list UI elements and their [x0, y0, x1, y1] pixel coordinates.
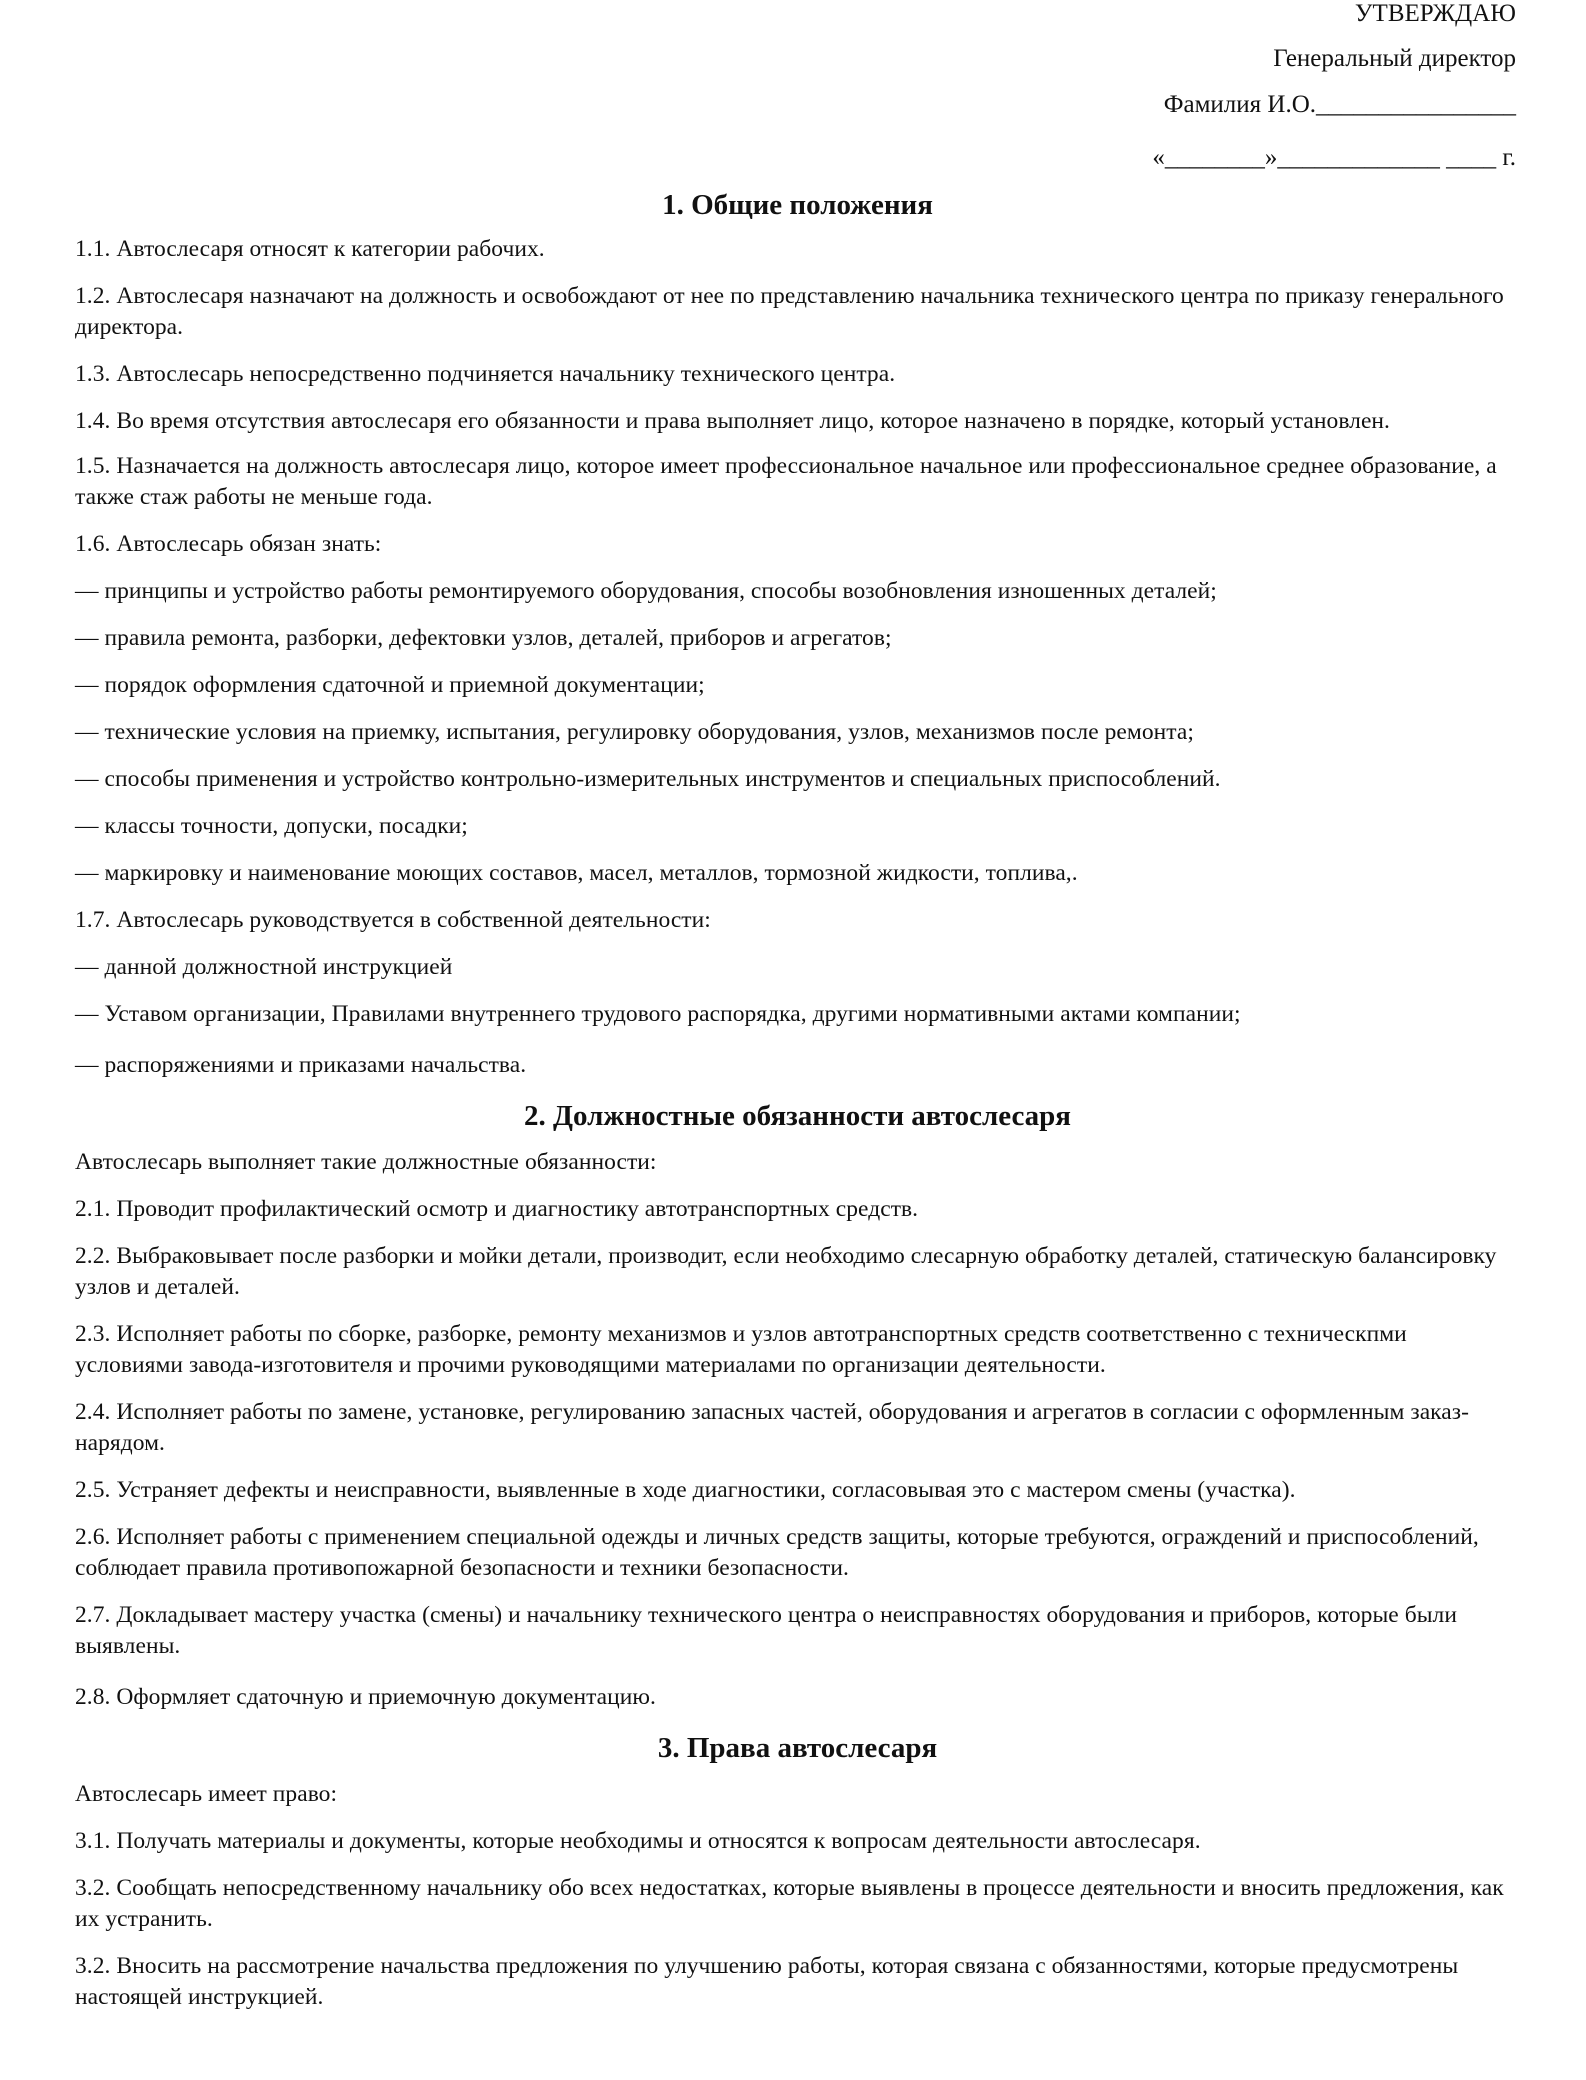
list-item: — данной должностной инструкцией: [75, 954, 453, 980]
paragraph: 1.2. Автослесаря назначают на должность и освобождают от нее по представлению начальника технического центра по приказу генерального директора.: [75, 283, 1504, 340]
approval-name-line: Фамилия И.О.________________: [1163, 91, 1516, 118]
paragraph: 3.1. Получать материалы и документы, которые необходимы и относятся к вопросам деятельности автослесаря.: [75, 1828, 1201, 1854]
document-body: [75, 188, 1520, 2013]
paragraph: 1.6. Автослесарь обязан знать:: [75, 531, 382, 557]
paragraph: 2.1. Проводит профилактический осмотр и диагностику автотранспортных средств.: [75, 1196, 919, 1222]
paragraph: 3.2. Сообщать непосредственному начальнику обо всех недостатках, которые выявлены в процессе деятельности и вносить предложения, как их устранить.: [75, 1875, 1504, 1932]
paragraph: Автослесарь имеет право:: [75, 1781, 338, 1807]
list-item: — порядок оформления сдаточной и приемной документации;: [75, 672, 705, 698]
list-item: — технические условия на приемку, испытания, регулировку оборудования, узлов, механизмов после ремонта;: [75, 719, 1194, 745]
list-item: — принципы и устройство работы ремонтируемого оборудования, способы возобновления изношенных деталей;: [75, 578, 1217, 604]
paragraph: 1.4. Во время отсутствия автослесаря его обязанности и права выполняет лицо, которое назначено в порядке, который установлен.: [75, 408, 1390, 434]
paragraph: 1.5. Назначается на должность автослесаря лицо, которое имеет профессиональное начальное или профессиональное среднее образование, а также стаж работы не меньше года.: [75, 453, 1497, 510]
approval-heading: УТВЕРЖДАЮ: [1354, 0, 1516, 27]
paragraph: Автослесарь выполняет такие должностные обязанности:: [75, 1149, 657, 1175]
paragraph: 2.3. Исполняет работы по сборке, разборке, ремонту механизмов и узлов автотранспортных средств соответственно с техническпми условиями завода-изготовителя и прочими руководящими материалами по организации деятельности.: [75, 1321, 1407, 1378]
paragraph: 2.7. Докладывает мастеру участка (смены) и начальнику технического центра о неисправностях оборудования и приборов, которые были выявлены.: [75, 1602, 1457, 1659]
paragraph: 1.1. Автослесаря относят к категории рабочих.: [75, 236, 545, 262]
paragraph: 1.7. Автослесарь руководствуется в собственной деятельности:: [75, 907, 711, 933]
paragraph: 2.4. Исполняет работы по замене, установке, регулированию запасных частей, оборудования и агрегатов в согласии с оформленным заказ-нарядом.: [75, 1399, 1469, 1456]
list-item: — способы применения и устройство контрольно-измерительных инструментов и специальных приспособлений.: [75, 766, 1221, 792]
approval-date-line: «________»_____________ ____ г.: [1152, 144, 1516, 171]
paragraph: 1.3. Автослесарь непосредственно подчиняется начальнику технического центра.: [75, 361, 896, 387]
paragraph: 2.5. Устраняет дефекты и неисправности, выявленные в ходе диагностики, согласовывая это с мастером смены (участка).: [75, 1477, 1296, 1503]
paragraph: 2.6. Исполняет работы с применением специальной одежды и личных средств защиты, которые требуются, ограждений и приспособлений, соблюдает правила противопожарной безопасности и техники безопасности.: [75, 1524, 1479, 1581]
section-3-title: 3. Права автослесаря: [657, 1732, 938, 1764]
section-2-title: 2. Должностные обязанности автослесаря: [524, 1100, 1071, 1132]
list-item: — классы точности, допуски, посадки;: [75, 813, 468, 839]
approval-position: Генеральный директор: [1273, 45, 1516, 72]
list-item: — Уставом организации, Правилами внутреннего трудового распорядка, другими нормативными актами компании;: [75, 1001, 1241, 1027]
list-item: — маркировку и наименование моющих составов, масел, металлов, тормозной жидкости, топлива,.: [75, 860, 1078, 886]
paragraph: 2.2. Выбраковывает после разборки и мойки детали, производит, если необходимо слесарную обработку деталей, статическую балансировку узлов и деталей.: [75, 1243, 1497, 1300]
list-item: — правила ремонта, разборки, дефектовки узлов, деталей, приборов и агрегатов;: [75, 625, 892, 651]
list-item: — распоряжениями и приказами начальства.: [75, 1052, 527, 1078]
section-1-title: 1. Общие положения: [662, 189, 933, 221]
paragraph: 3.2. Вносить на рассмотрение начальства предложения по улучшению работы, которая связана с обязанностями, которые предусмотрены настоящей инструкцией.: [75, 1953, 1459, 2010]
paragraph: 2.8. Оформляет сдаточную и приемочную документацию.: [75, 1684, 656, 1710]
